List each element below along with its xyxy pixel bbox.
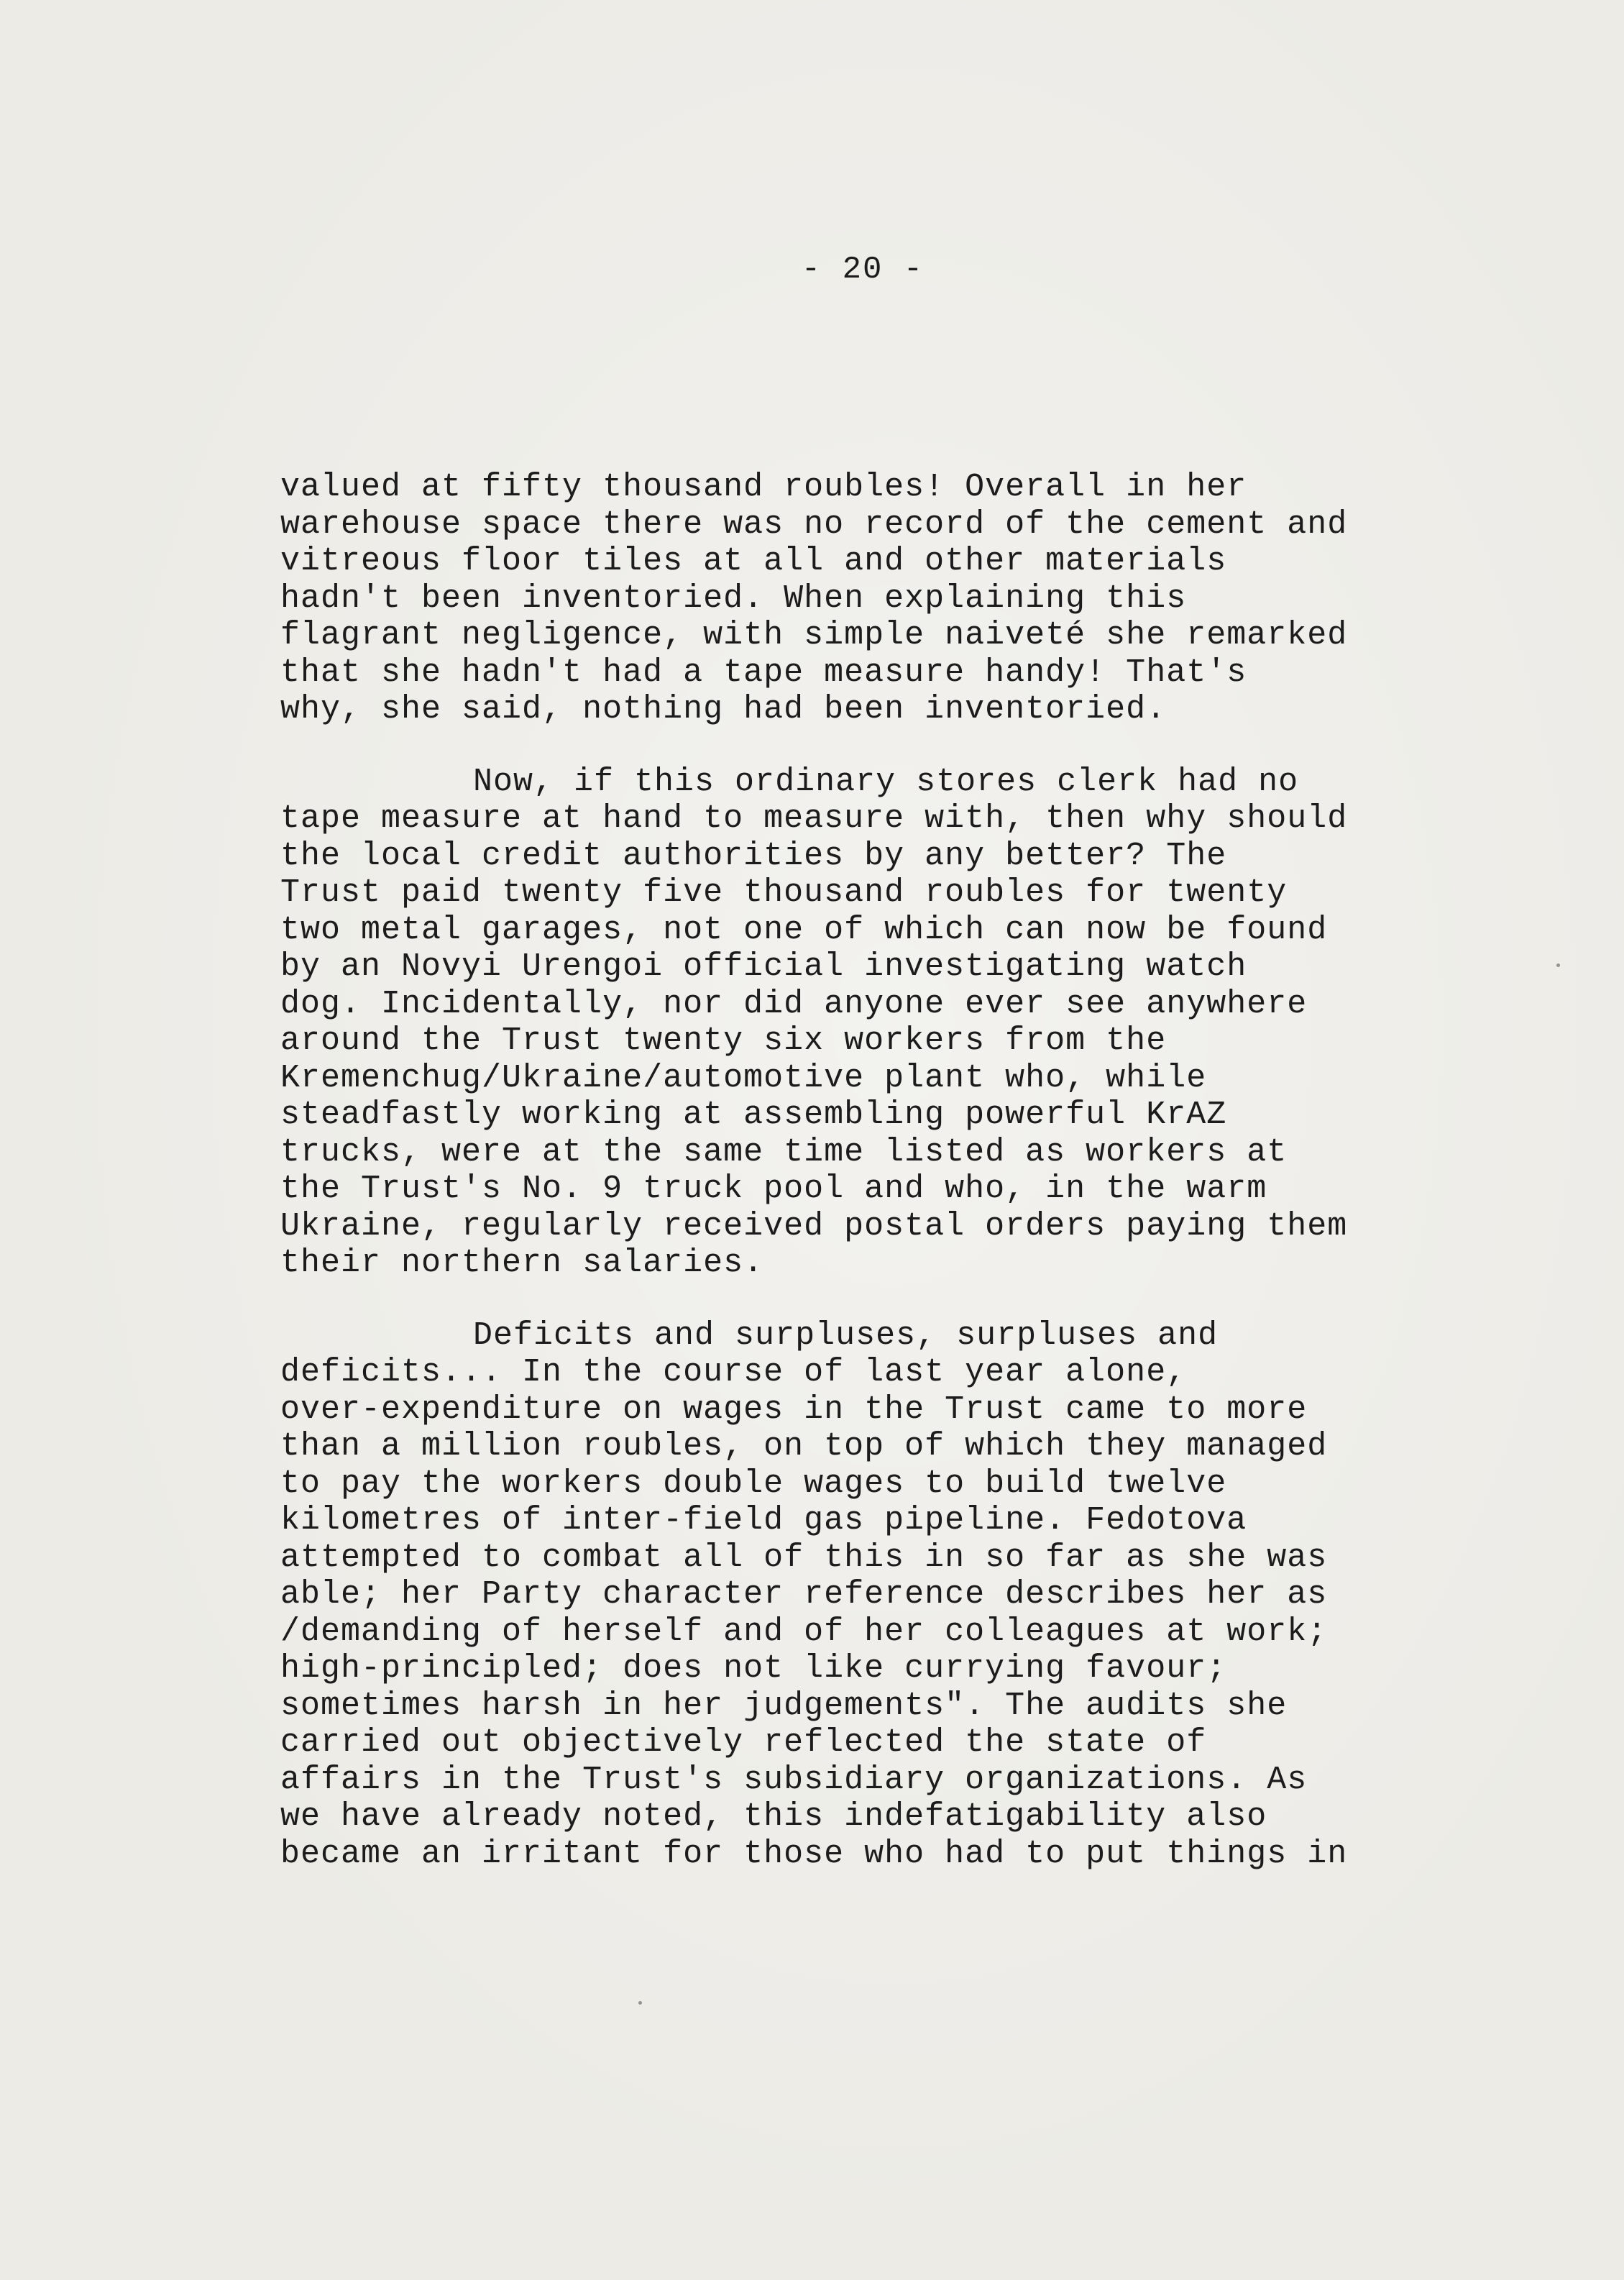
text-line: than a million roubles, on top of which they managed	[280, 1428, 1328, 1465]
text-line: the local credit authorities by any better? The	[280, 837, 1227, 874]
text-line: attempted to combat all of this in so far as she was	[280, 1539, 1328, 1576]
paper-speck	[1556, 963, 1560, 967]
text-line: that she hadn't had a tape measure handy! That's	[280, 654, 1247, 691]
text-line: to pay the workers double wages to build twelve	[280, 1465, 1227, 1502]
text-line: Trust paid twenty five thousand roubles for twenty	[280, 874, 1288, 911]
text-line: Kremenchug/Ukraine/automotive plant who, while	[280, 1059, 1207, 1096]
text-line: high-principled; does not like currying favour;	[280, 1650, 1227, 1687]
body-text	[280, 469, 1459, 1908]
text-line: hadn't been inventoried. When explaining this	[280, 580, 1187, 617]
text-line: two metal garages, not one of which can now be found	[280, 911, 1328, 948]
text-line: we have already noted, this indefatigability also	[280, 1798, 1267, 1835]
text-line: /demanding of herself and of her colleagues at work;	[280, 1613, 1328, 1650]
paragraph-2	[280, 764, 1459, 1282]
paragraph-3	[280, 1317, 1459, 1873]
text-line: carried out objectively reflected the state of	[280, 1724, 1207, 1761]
text-line: Ukraine, regularly received postal orders paying them	[280, 1207, 1348, 1245]
paragraph-1	[280, 469, 1459, 728]
text-line: the Trust's No. 9 truck pool and who, in the warm	[280, 1171, 1267, 1207]
text-line: affairs in the Trust's subsidiary organizations. As	[280, 1761, 1308, 1798]
text-line: warehouse space there was no record of the cement and	[280, 505, 1348, 543]
text-line: around the Trust twenty six workers from the	[280, 1022, 1167, 1059]
text-line: why, she said, nothing had been inventoried.	[280, 691, 1167, 728]
text-line: trucks, were at the same time listed as workers at	[280, 1133, 1288, 1171]
text-line: flagrant negligence, with simple naiveté she remarked	[280, 617, 1348, 654]
text-line: kilometres of inter-field gas pipeline. Fedotova	[280, 1502, 1247, 1539]
text-line: became an irritant for those who had to put things in	[280, 1835, 1348, 1872]
text-line: deficits... In the course of last year alone,	[280, 1354, 1187, 1391]
text-line: vitreous floor tiles at all and other materials	[280, 543, 1227, 580]
text-line: dog. Incidentally, nor did anyone ever see anywhere	[280, 985, 1308, 1022]
text-line: by an Novyi Urengoi official investigating watch	[280, 948, 1247, 985]
text-line: steadfastly working at assembling powerful KrAZ	[280, 1096, 1227, 1133]
page-number: - 20 -	[801, 252, 925, 288]
text-line: able; her Party character reference describes her as	[280, 1576, 1328, 1613]
text-line: Now, if this ordinary stores clerk had no	[473, 763, 1299, 800]
text-line: over-expenditure on wages in the Trust came to more	[280, 1391, 1308, 1428]
text-line: valued at fifty thousand roubles! Overall in her	[280, 469, 1247, 505]
text-line: tape measure at hand to measure with, then why should	[280, 800, 1348, 837]
text-line: Deficits and surpluses, surpluses and	[473, 1317, 1219, 1354]
text-line: sometimes harsh in her judgements". The audits she	[280, 1687, 1288, 1724]
text-line: their northern salaries.	[280, 1245, 764, 1281]
paper-speck	[638, 2001, 642, 2005]
